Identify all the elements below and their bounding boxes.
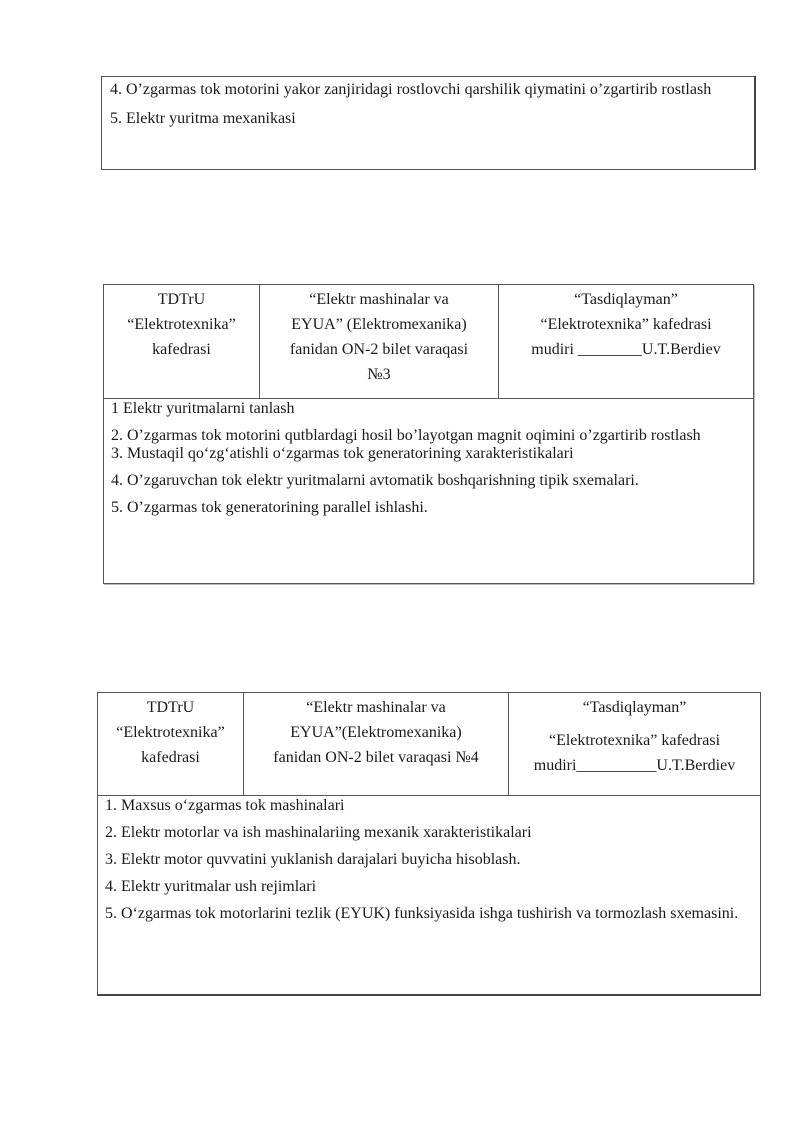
subject-cell [243,693,508,795]
subject-line: “Elektr mashinalar va [309,291,449,308]
question-item: 3. Elektr motor quvvatini yuklanish darajalari buyicha hisoblash. [105,851,521,868]
subject-cell [259,285,498,398]
approval-signature-line: mudiri__________U.T.Berdiev [533,757,736,774]
question-item: 5. O’zgarmas tok generatorining parallel ishlashi. [111,499,428,516]
question-item: 1 Elektr yuritmalarni tanlash [111,400,295,417]
approval-line: “Elektrotexnika” kafedrasi [540,316,712,333]
previous-ticket-questions [101,76,756,170]
subject-line: EYUA” (Elektromexanika) [291,316,467,333]
exam-ticket-3 [103,284,754,584]
spacer [509,720,760,728]
department-cell [98,693,243,795]
exam-ticket-4 [97,692,761,996]
question-item: 2. Elektr motorlar va ish mashinalariing mexanik xarakteristikalari [105,824,532,841]
department-line: “Elektrotexnika” [127,316,236,333]
subject-line: fanidan ON-2 bilet varaqasi [289,341,469,358]
approval-cell [498,285,753,398]
ticket-number: №3 [367,366,391,383]
department-cell [104,285,259,398]
approval-cell [508,693,760,795]
approval-line: “Tasdiqlayman” [574,291,678,308]
question-item: 1. Maxsus o‘zgarmas tok mashinalari [105,797,345,814]
department-line: TDTrU [146,699,195,716]
question-item: 2. O’zgarmas tok motorini qutblardagi hosil bo’layotgan magnit oqimini o’zgartirib rostlash [111,427,701,444]
question-item: 5. Elektr yuritma mexanikasi [110,110,296,127]
subject-line: EYUA”(Elektromexanika) [290,724,462,741]
question-item: 5. O‘zgarmas tok motorlarini tezlik (EYUK) funksiyasida ishga tushirish va tormozlash sxemasini. [105,905,739,922]
question-list [98,796,760,923]
question-item: 3. Mustaqil qo‘zg‘atishli o‘zgarmas tok generatorining xarakteristikalari [111,445,574,462]
ticket-header [98,693,760,796]
department-line: kafedrasi [152,341,211,358]
question-list [104,399,753,517]
question-item: 4. O’zgaruvchan tok elektr yuritmalarni avtomatik boshqarishning tipik sxemalari. [111,472,639,489]
question-item: 4. Elektr yuritmalar ush rejimlari [105,878,317,895]
department-line: TDTrU [157,291,206,308]
department-line: “Elektrotexnika” [116,724,225,741]
subject-line: “Elektr mashinalar va [306,699,446,716]
department-line: kafedrasi [141,749,200,766]
subject-line: fanidan ON-2 bilet varaqasi №4 [273,749,479,766]
approval-line: “Tasdiqlayman” [582,699,687,716]
approval-line: “Elektrotexnika” kafedrasi [548,732,721,749]
approval-signature-line: mudiri ________U.T.Berdiev [531,341,721,358]
ticket-header [104,285,753,399]
question-item: 4. O’zgarmas tok motorini yakor zanjiridagi rostlovchi qarshilik qiymatini o’zgartirib rostlash [110,81,712,98]
